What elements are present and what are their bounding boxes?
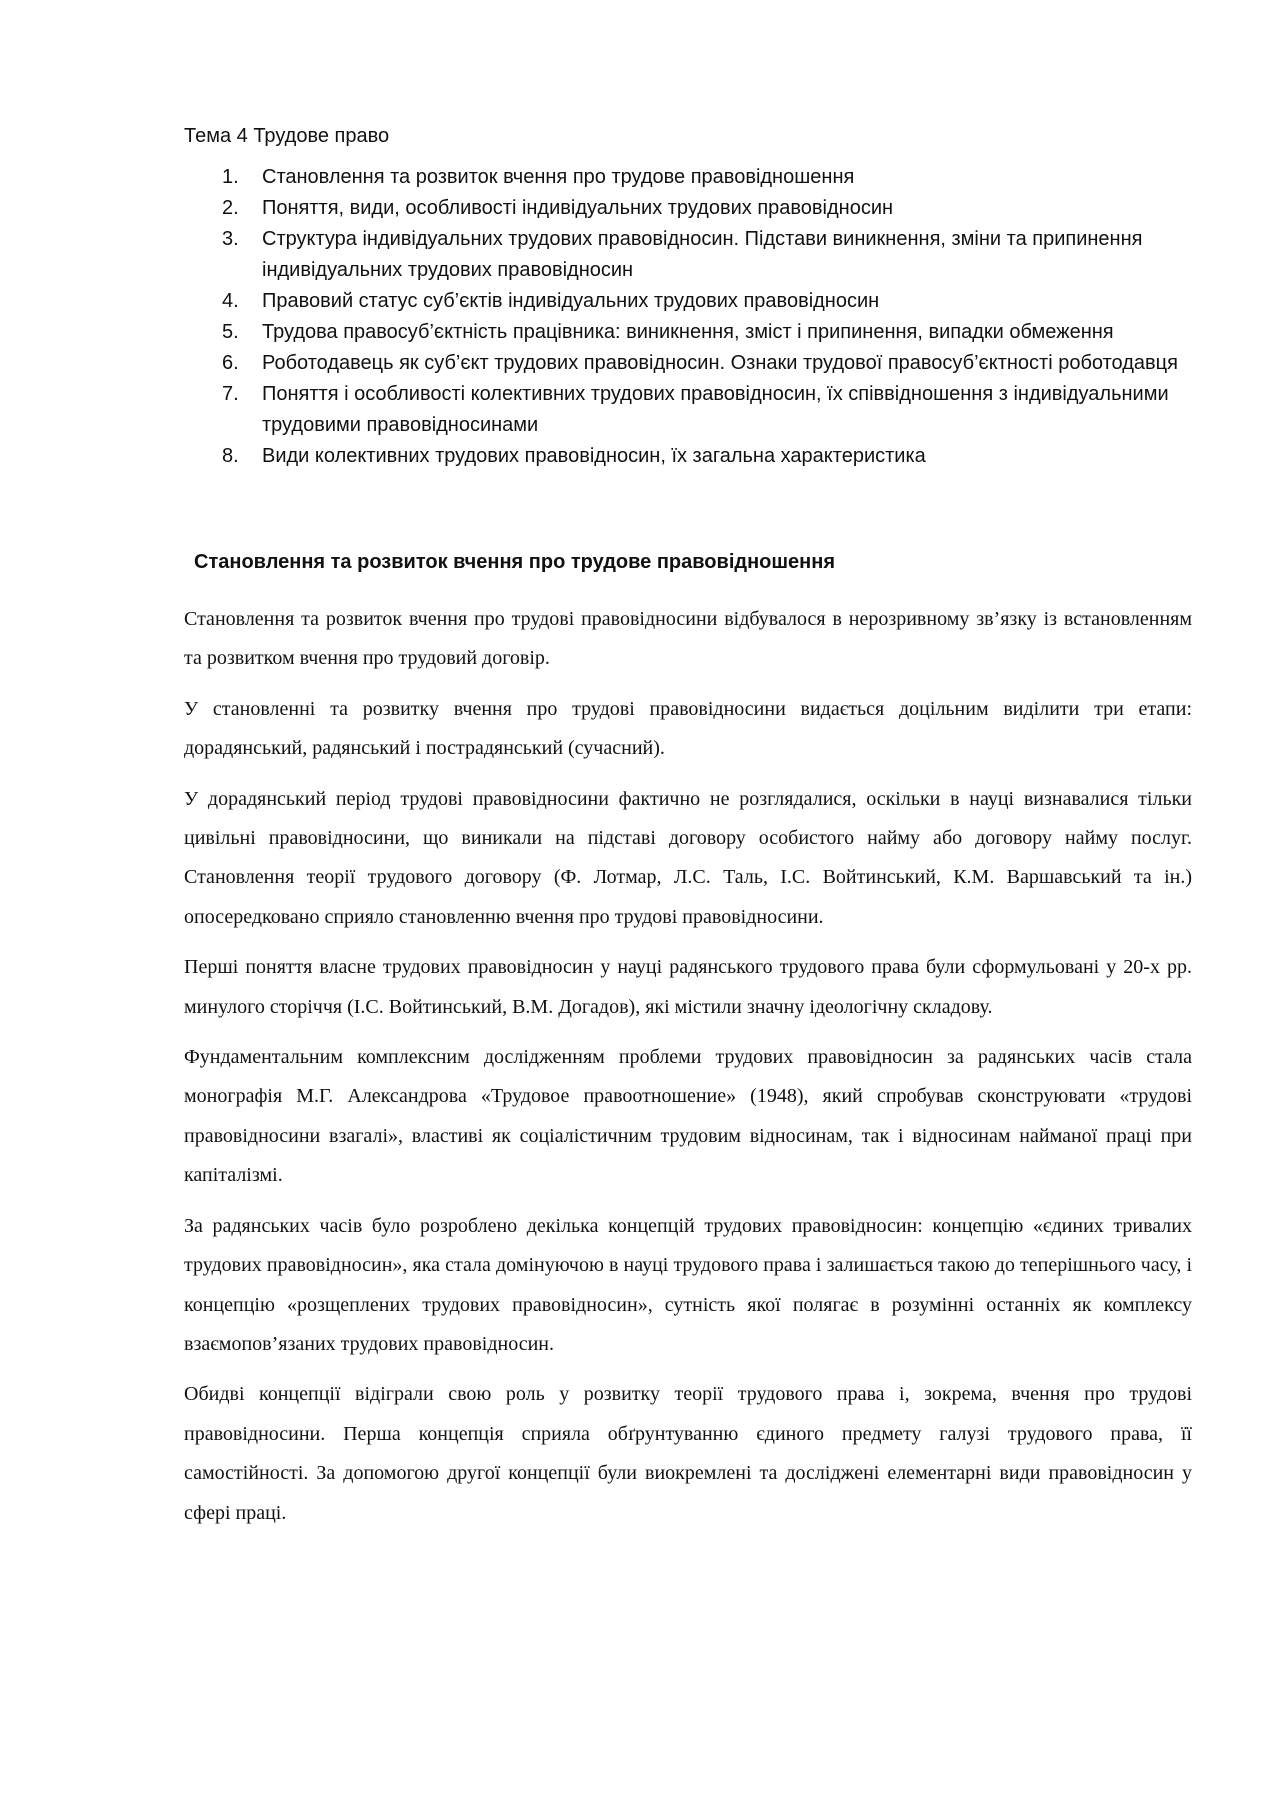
document-content bbox=[184, 121, 1192, 1544]
body-paragraph: За радянських часів було розроблено декілька концепцій трудових правовідносин: концепцію «єдиних тривалих трудових правовідносин», яка стала домінуючою в науці трудового права і залишається такою до теперішнього часу, і концепцію «розщеплених трудових правовідносин», сутність якої полягає в розумінні останніх як комплексу взаємопов’язаних трудових правовідносин. bbox=[184, 1214, 1192, 1355]
toc-item-text: Роботодавець як суб’єкт трудових правовідносин. Ознаки трудової правосуб’єктності роботодавця bbox=[262, 352, 1178, 374]
body-paragraph: У становленні та розвитку вчення про трудові правовідносини видається доцільним виділити три етапи: дорадянський, радянський і пострадянський (сучасний). bbox=[184, 697, 1192, 760]
toc-item bbox=[184, 224, 1192, 286]
body-paragraph: Становлення та розвиток вчення про трудові правовідносини відбувалося в нерозривному зв’язку із встановленням та розвитком вчення про трудовий договір. bbox=[184, 608, 1192, 670]
toc-item-number: 3. bbox=[222, 228, 239, 250]
toc-item-text: Структура індивідуальних трудових правовідносин. Підстави виникнення, зміни та припинення індивідуальних трудових правовідносин bbox=[262, 228, 1143, 281]
toc-item-number: 5. bbox=[222, 321, 239, 343]
toc-item-text: Поняття і особливості колективних трудових правовідносин, їх співвідношення з індивідуальними трудовими правовідносинами bbox=[262, 383, 1169, 436]
body-paragraph: У дорадянський період трудові правовідносини фактично не розглядалися, оскільки в науці визнавалися тільки цивільні правовідносини, що виникали на підставі договору особистого найму або договору найму послуг. Становлення теорії трудового договору (Ф. Лотмар, Л.С. Таль, І.С. Войтинський, К.М. Варшавський та ін.) опосередковано сприяло становленню вчення про трудові правовідносини. bbox=[184, 787, 1192, 928]
toc-item-text: Трудова правосуб’єктність працівника: виникнення, зміст і припинення, випадки обмеження bbox=[262, 321, 1114, 343]
section-heading: Становлення та розвиток вчення про трудове правовідношення bbox=[194, 551, 835, 573]
toc-item-text: Поняття, види, особливості індивідуальних трудових правовідносин bbox=[262, 197, 894, 219]
toc-item-number: 1. bbox=[222, 166, 239, 188]
toc-item bbox=[184, 317, 1192, 348]
topic-title: Тема 4 Трудове право bbox=[184, 125, 390, 147]
toc-item-text: Види колективних трудових правовідносин, їх загальна характеристика bbox=[262, 445, 926, 467]
toc-item-text: Становлення та розвиток вчення про трудове правовідношення bbox=[262, 166, 855, 188]
toc-item-number: 2. bbox=[222, 197, 239, 219]
table-of-contents bbox=[184, 162, 1192, 472]
toc-item-number: 6. bbox=[222, 352, 239, 374]
toc-item bbox=[184, 348, 1192, 379]
toc-item-text: Правовий статус суб’єктів індивідуальних трудових правовідносин bbox=[262, 290, 880, 312]
toc-item-number: 4. bbox=[222, 290, 239, 312]
toc-item bbox=[184, 162, 1192, 193]
toc-item-number: 7. bbox=[222, 383, 239, 405]
toc-item-number: 8. bbox=[222, 445, 239, 467]
toc-item bbox=[184, 286, 1192, 317]
toc-item bbox=[184, 193, 1192, 224]
body-paragraph: Фундаментальним комплексним дослідженням проблеми трудових правовідносин за радянських часів стала монографія М.Г. Александрова «Трудовое правоотношение» (1948), який спробував сконструювати «трудові правовідносини взагалі», властиві як соціалістичним трудовим відносинам, так і відносинам найманої праці при капіталізмі. bbox=[184, 1046, 1192, 1187]
toc-item bbox=[184, 379, 1192, 441]
toc-item bbox=[184, 441, 1192, 472]
body-paragraph: Обидві концепції відіграли свою роль у розвитку теорії трудового права і, зокрема, вчення про трудові правовідносини. Перша концепція сприяла обґрунтуванню єдиного предмету галузі трудового права, її самостійності. За допомогою другої концепції були виокремлені та досліджені елементарні види правовідносин у сфері праці. bbox=[184, 1383, 1192, 1524]
body-paragraph: Перші поняття власне трудових правовідносин у науці радянського трудового права були сформульовані у 20-х рр. минулого сторіччя (І.С. Войтинський, В.М. Догадов), які містили значну ідеологічну складову. bbox=[184, 956, 1192, 1018]
